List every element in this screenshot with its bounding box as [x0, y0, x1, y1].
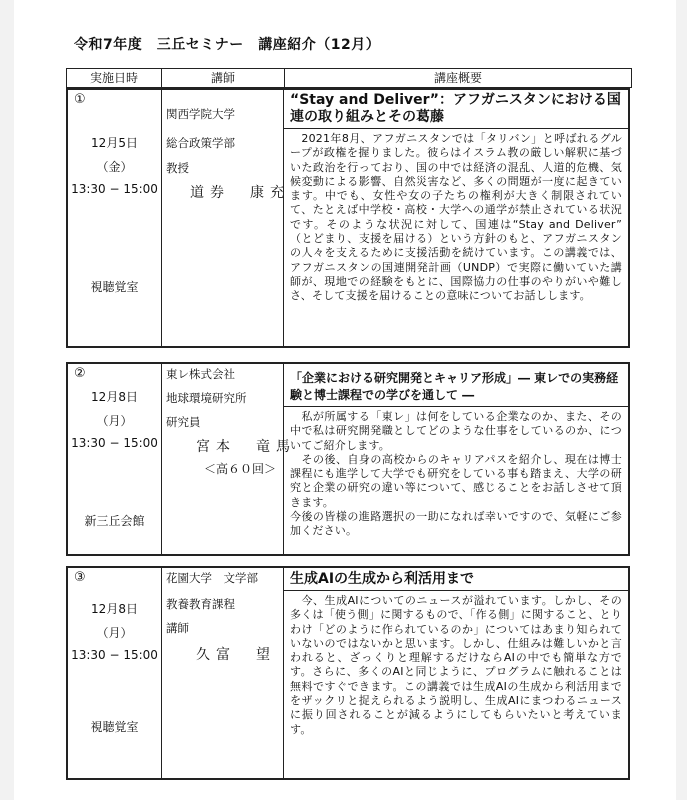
- lecturer-department: 教養教育課程: [166, 597, 235, 611]
- session-venue: 新三丘会館: [84, 514, 145, 528]
- lecturer-position: 教授: [166, 161, 189, 175]
- lecturer-department: 地球環境研究所: [166, 391, 247, 405]
- session-venue: 視聴覚室: [90, 280, 139, 294]
- lecturer-name: 久富 望: [196, 647, 276, 663]
- session-3-lecturer: [162, 568, 284, 778]
- lecturer-note: ＜高６０回＞: [204, 462, 277, 476]
- session-description: 今、生成AIについてのニュースが溢れています。しかし、その多くは「使う側」に関するもので、「作る側」に関すること、とりわけ「どのように作られているのか」についてはあまり知られていないのではないかと思います。しかし、仕組みは難しいかと言われると、ざっくりと理解するだけならAIの中でも簡単な方です。さらに、多くのAIと同じように、プログラムに触れることは無料ですぐできます。この講義では生成AIの生成から利活用までをザックリと捉えられるよう説明し、生成AIにまつわるニュースに振り回されることが減るようにしてもらいたいと考えています。: [290, 594, 622, 736]
- session-1-lecturer: [162, 90, 290, 346]
- session-time: 13:30 − 15:00: [71, 648, 158, 662]
- header-date: 実施日時: [67, 69, 162, 87]
- session-3: [66, 566, 630, 780]
- session-description: 2021年8月、アフガニスタンでは「タリバン」と呼ばれるグループが政権を握りました。彼らはイスラム教の厳しい解釈に基づいた政治を行っており、国の中では経済の混乱、人道的危機、気候変動による影響、自然災害など、多くの問題が一度に起きています。中でも、女性や女の子たちの権利が大きく制限されていて、たとえば中学校・高校・大学への通学が禁止されている状況です。そのような状況に対して、国連は“Stay and Deliver” （とどまり、支援を届ける）という方針のもと、アフガニスタンの人々を支えるために支援活動を続けています。この講義では、アフガニスタンの国連開発計画（UNDP）で実際に働いていた講師が、現地での経験をもとに、国際協力の仕事のやりがいや難しさ、そして支援を届けることの意味についてお話しします。: [290, 132, 626, 303]
- document-page: [14, 0, 676, 800]
- session-title: 「企業における研究開発とキャリア形成」― 東レでの実務経験と博士課程での学びを通して ―: [290, 371, 619, 402]
- session-1-schedule: [68, 90, 162, 346]
- header-summary: 講座概要: [433, 71, 482, 85]
- lecturer-name: 道券 康充: [190, 185, 290, 201]
- session-2-lecturer: [162, 364, 296, 554]
- session-venue: 視聴覚室: [90, 720, 139, 734]
- table-header: [66, 68, 632, 88]
- lecturer-department: 総合政策学部: [166, 136, 235, 150]
- lecturer-affiliation: 東レ株式会社: [166, 367, 235, 381]
- session-1: [66, 88, 630, 348]
- lecturer-position: 講師: [166, 621, 189, 635]
- session-dow: （月）: [96, 414, 133, 428]
- session-title: “Stay and Deliver”：アフガニスタンにおける国連の取り組みとその葛藤: [290, 92, 621, 125]
- lecturer-position: 研究員: [166, 415, 201, 429]
- session-2-schedule: [68, 364, 162, 554]
- session-time: 13:30 − 15:00: [71, 436, 158, 450]
- document-title: 令和7年度 三丘セミナー 講座紹介（12月）: [74, 37, 381, 53]
- session-number: ①: [74, 92, 86, 107]
- session-2: [66, 362, 630, 556]
- session-date: 12月5日: [91, 136, 138, 150]
- header-lecturer: 講師: [162, 69, 285, 87]
- session-dow: （月）: [96, 626, 133, 640]
- lecturer-name: 宮本 竜馬: [196, 439, 296, 455]
- lecturer-affiliation: 花園大学 文学部: [166, 571, 258, 585]
- session-3-schedule: [68, 568, 162, 778]
- session-time: 13:30 − 15:00: [71, 182, 158, 196]
- lecturer-affiliation: 関西学院大学: [166, 107, 235, 121]
- session-1-summary: [284, 90, 628, 346]
- session-3-summary: [284, 568, 628, 778]
- session-2-summary: [284, 364, 628, 554]
- session-description: 私が所属する「東レ」は何をしている企業なのか、また、その中で私は研究開発職としてどのような仕事をしているのか、についてご紹介します。 その後、自身の高校からのキャリアパスを紹介し、現在は博士課程にも進学して大学でも研究をしている事も踏まえ、大学の研究と企業の研究の違い等について、感じることをお話しさせて頂きます。 今後の皆様の進路選択の一助になれば幸いですので、気軽にご参加ください。: [290, 410, 622, 538]
- session-date: 12月8日: [91, 602, 138, 616]
- session-date: 12月8日: [91, 390, 138, 404]
- session-dow: （金）: [96, 160, 133, 174]
- session-title: 生成AIの生成から利活用まで: [290, 571, 475, 587]
- session-number: ③: [74, 570, 86, 585]
- session-number: ②: [74, 366, 86, 381]
